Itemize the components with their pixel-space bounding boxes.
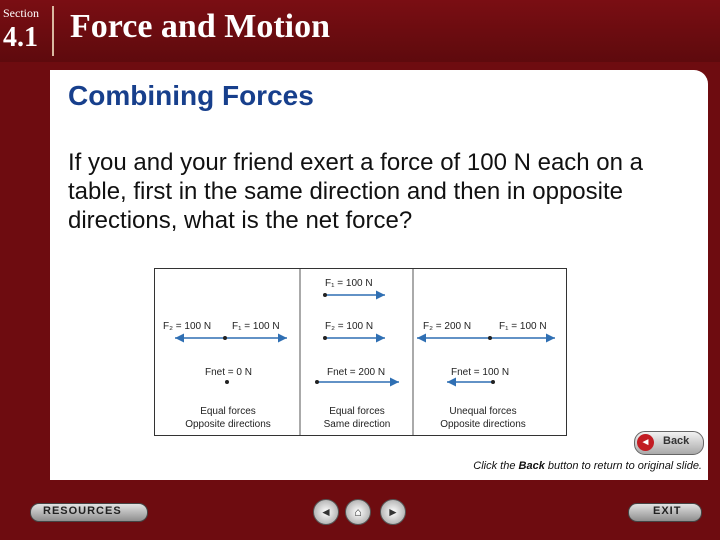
p2-fnet-label: Fnet = 200 N xyxy=(327,367,386,378)
hint-pre: Click the xyxy=(473,460,519,472)
next-icon[interactable]: ► xyxy=(380,499,406,525)
back-button-label: Back xyxy=(663,435,690,447)
p2-f2-point xyxy=(323,336,327,340)
back-button[interactable] xyxy=(634,431,704,455)
p3-point xyxy=(488,336,492,340)
p2-f1-label: F₁ = 100 N xyxy=(325,278,373,289)
resources-button[interactable] xyxy=(30,503,148,522)
p2-net-point xyxy=(315,380,319,384)
p3-caption-2: Opposite directions xyxy=(440,419,526,430)
p2-caption-1: Equal forces xyxy=(329,406,385,417)
p3-f2-label: F₂ = 200 N xyxy=(423,321,472,332)
prev-icon[interactable]: ◄ xyxy=(313,499,339,525)
p1-f1-label: F₁ = 100 N xyxy=(232,321,280,332)
p1-fnet-label: Fnet = 0 N xyxy=(205,367,252,378)
back-arrow-icon: ◄ xyxy=(637,434,654,451)
p3-f1-label: F₁ = 100 N xyxy=(499,321,547,332)
question-text: If you and your friend exert a force of 100 N each on a table, first in the same direction and then in opposite directions, what is the net force? xyxy=(68,149,644,234)
resources-label: RESOURCES xyxy=(43,505,122,517)
p1-f2-label: F₂ = 100 N xyxy=(163,321,212,332)
p1-caption-2: Opposite directions xyxy=(185,419,271,430)
hint-post: button to return to original slide. xyxy=(544,460,702,472)
p1-net-point xyxy=(225,380,229,384)
p1-caption-1: Equal forces xyxy=(200,406,256,417)
forces-diagram xyxy=(155,269,566,435)
section-word: Section xyxy=(3,6,39,20)
home-icon[interactable]: ⌂ xyxy=(345,499,371,525)
exit-button[interactable] xyxy=(628,503,702,522)
section-divider xyxy=(52,6,54,56)
p3-caption-1: Unequal forces xyxy=(449,406,517,417)
exit-label: EXIT xyxy=(653,505,682,517)
slide-subtitle: Combining Forces xyxy=(68,80,314,111)
p1-point xyxy=(223,336,227,340)
p2-caption-2: Same direction xyxy=(323,419,391,430)
p2-f2-label: F₂ = 100 N xyxy=(325,321,374,332)
hint-bold: Back xyxy=(518,460,545,472)
p3-fnet-label: Fnet = 100 N xyxy=(451,367,510,378)
back-hint xyxy=(473,460,702,472)
slide-title: Force and Motion xyxy=(70,8,331,45)
p3-net-point xyxy=(491,380,495,384)
section-number: 4.1 xyxy=(3,22,38,53)
section-badge xyxy=(0,0,50,58)
forces-figure xyxy=(154,268,567,436)
p2-f1-point xyxy=(323,293,327,297)
